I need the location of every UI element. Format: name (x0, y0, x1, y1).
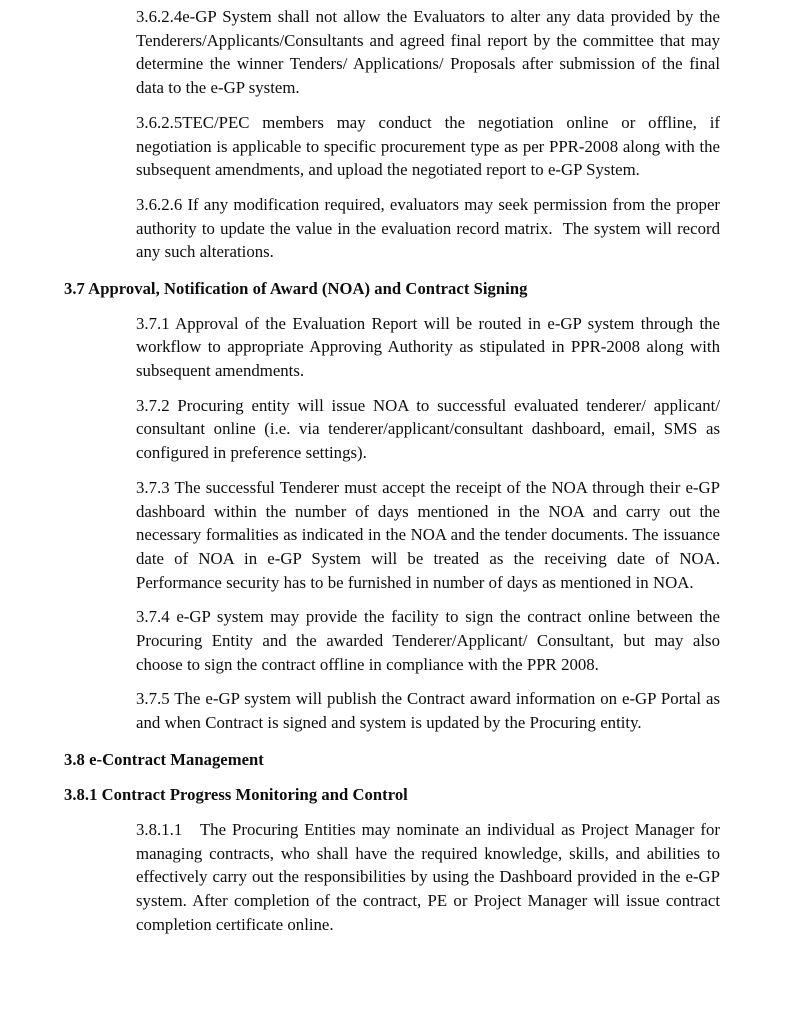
paragraph-clause-3-7-5: 3.7.5 The e-GP system will publish the Contract award information on e-GP Portal as and when Contract is signed and system is updated by the Procuring entity. (136, 689, 725, 733)
paragraph-clause-3-7-3: 3.7.3 The successful Tenderer must accept the receipt of the NOA through their e-GP dashboard within the number of days mentioned in the NOA and carry out the necessary formalities as indicated in the NOA and the tender documents. The issuance date of NOA in e-GP System will be treated as the receiving date of NOA. Performance security has to be furnished in number of days as mentioned in NOA. (136, 477, 725, 592)
section-heading-3-7: 3.7 Approval, Notification of Award (NOA) and Contract Signing (64, 279, 528, 299)
paragraph-clause-3-7-4: 3.7.4 e-GP system may provide the facility to sign the contract online between the Procuring Entity and the awarded Tenderer/Applicant/ Consultant, but may also choose to sign the contract offline in compliance with the PPR 2008. (136, 607, 725, 674)
paragraph-clause-3-6-2-5: 3.6.2.5TEC/PEC members may conduct the negotiation online or offline, if negotiation is applicable to specific procurement type as per PPR-2008 along with the subsequent amendments, and upload the negotiated report to e-GP System. (136, 112, 725, 180)
section-heading-3-8-1: 3.8.1 Contract Progress Monitoring and Control (64, 785, 408, 805)
paragraph-clause-3-8-1-1: 3.8.1.1 The Procuring Entities may nominate an individual as Project Manager for managing contracts, who shall have the required knowledge, skills, and abilities to effectively carry out the responsibilities by using the Dashboard provided in the e-GP system. After completion of the contract, PE or Project Manager will issue contract completion certificate online. (136, 820, 725, 934)
paragraph-clause-3-7-2: 3.7.2 Procuring entity will issue NOA to successful evaluated tenderer/ applicant/ consultant online (i.e. via tenderer/applicant/consultant dashboard, email, SMS as configured in preference settings). (136, 395, 725, 463)
paragraph-clause-3-7-1: 3.7.1 Approval of the Evaluation Report will be routed in e-GP system through the workflow to appropriate Approving Authority as stipulated in PPR-2008 along with subsequent amendments. (136, 313, 725, 381)
section-heading-3-8: 3.8 e-Contract Management (64, 749, 264, 769)
paragraph-clause-3-6-2-6: 3.6.2.6 If any modification required, evaluators may seek permission from the proper authority to update the value in the evaluation record matrix. The system will record any such alterations. (136, 194, 725, 262)
paragraph-clause-3-6-2-4: 3.6.2.4e-GP System shall not allow the Evaluators to alter any data provided by the Tenderers/Applicants/Consultants and agreed final report by the committee that may determine the winner Tenders/ Applications/ Proposals after submission of the final data to the e-GP system. (136, 7, 725, 98)
